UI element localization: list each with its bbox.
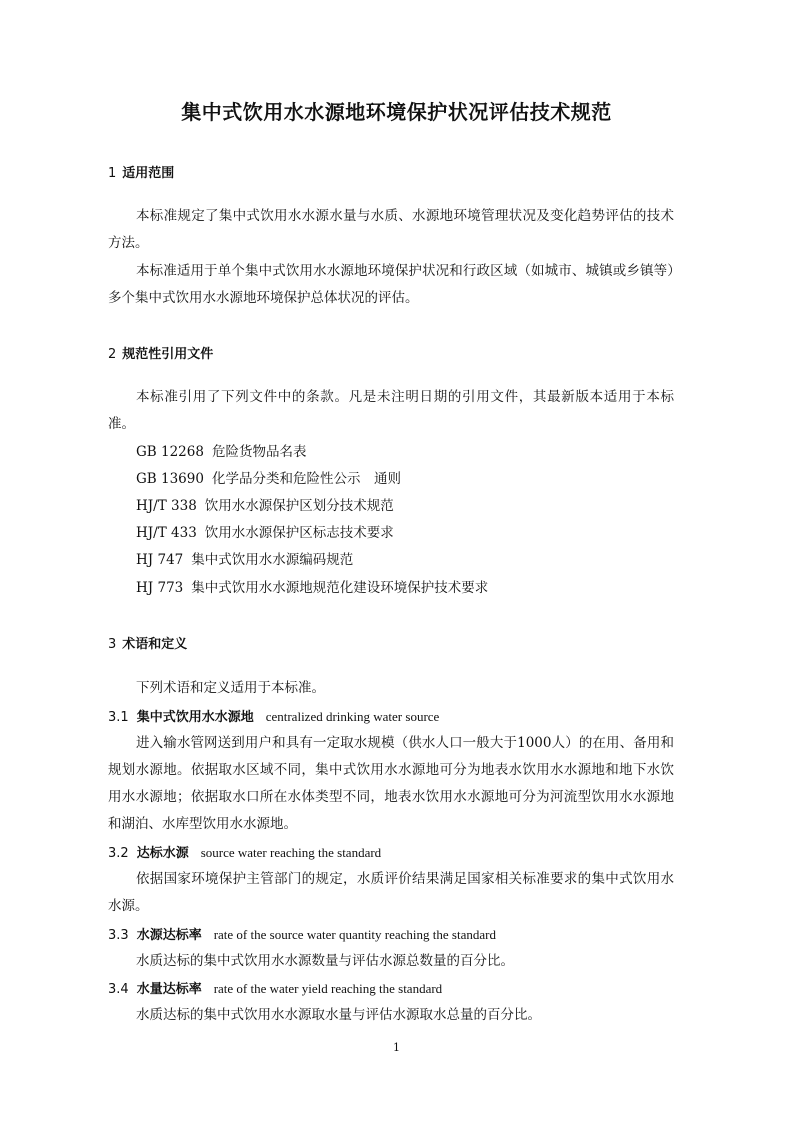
term-definition: 依据国家环境保护主管部门的规定，水质评价结果满足国家相关标准要求的集中式饮用水水源。 [108,871,674,914]
reference-name: 饮用水水源保护区划分技术规范 [204,498,394,514]
reference-code: HJ 747 [136,552,184,568]
reference-code: HJ/T 433 [136,525,197,541]
document-title: 集中式饮用水水源地环境保护状况评估技术规范 [181,100,612,124]
term-english: centralized drinking water source [265,709,440,724]
term-heading [108,703,439,731]
term-number: 3.4 [108,982,129,997]
term-english: rate of the water yield reaching the standard [213,981,443,996]
term-chinese: 水源达标率 [136,928,202,943]
term-heading [108,975,442,1003]
paragraph: 本标准规定了集中式饮用水水源水量与水质、水源地环境管理状况及变化趋势评估的技术方法。 [108,208,674,251]
term-chinese: 集中式饮用水水源地 [136,710,254,725]
section-3-heading [108,633,187,652]
reference-item [136,520,394,547]
term-chinese: 达标水源 [136,846,189,861]
term-number: 3.2 [108,846,129,861]
reference-name: 集中式饮用水水源地规范化建设环境保护技术要求 [191,580,489,596]
paragraph: 下列术语和定义适用于本标准。 [136,680,325,696]
reference-item [136,575,488,602]
section-2-heading [108,343,213,362]
reference-item [136,466,401,493]
term-english: rate of the source water quantity reaching the standard [213,927,496,942]
term-english: source water reaching the standard [200,845,382,860]
paragraph: 本标准引用了下列文件中的条款。凡是未注明日期的引用文件，其最新版本适用于本标准。 [108,389,674,432]
term-heading [108,921,496,949]
reference-code: HJ 773 [136,580,184,596]
reference-code: GB 12268 [136,444,204,460]
reference-code: GB 13690 [136,471,204,487]
term-definition: 水质达标的集中式饮用水水源取水量与评估水源取水总量的百分比。 [136,1007,541,1023]
section-title: 术语和定义 [122,637,188,652]
reference-code: HJ/T 338 [136,498,197,514]
reference-name: 化学品分类和危险性公示 通则 [211,471,401,487]
section-number: 3 [108,637,117,652]
reference-item [136,439,306,466]
term-definition: 进入输水管网送到用户和具有一定取水规模（供水人口一般大于1000人）的在用、备用和规划水源地。依据取水区域不同，集中式饮用水水源地可分为地表水饮用水水源地和地下水饮用水水源地；依据取水口所在水体类型不同，地表水饮用水水源地可分为河流型饮用水水源地和湖泊、水库型饮用水水源地。 [108,735,674,832]
term-definition: 水质达标的集中式饮用水水源数量与评估水源总数量的百分比。 [136,953,514,969]
term-number: 3.1 [108,710,129,725]
term-number: 3.3 [108,928,129,943]
section-title: 适用范围 [122,166,175,181]
section-number: 2 [108,347,117,362]
reference-name: 集中式饮用水水源编码规范 [191,552,354,568]
section-1-heading [108,162,174,181]
term-chinese: 水量达标率 [136,982,202,997]
term-heading [108,839,381,867]
section-number: 1 [108,166,117,181]
paragraph: 本标准适用于单个集中式饮用水水源地环境保护状况和行政区域（如城市、城镇或乡镇等）多个集中式饮用水水源地环境保护总体状况的评估。 [108,263,674,306]
reference-name: 饮用水水源保护区标志技术要求 [204,525,394,541]
page-number: 1 [393,1041,400,1054]
reference-item [136,547,353,574]
reference-item [136,493,394,520]
reference-name: 危险货物品名表 [211,444,307,460]
section-title: 规范性引用文件 [122,347,214,362]
